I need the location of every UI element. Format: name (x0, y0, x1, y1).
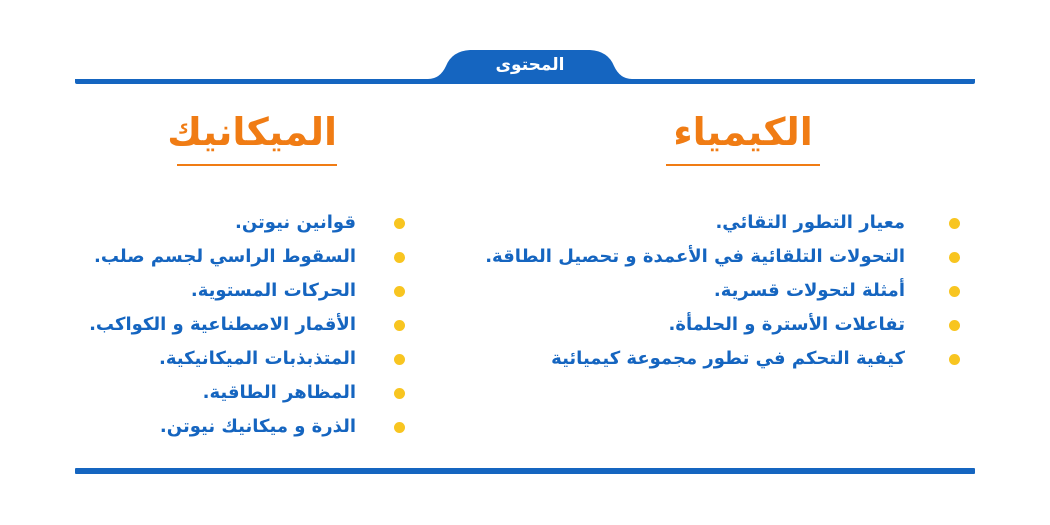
page-title: المحتوى (495, 55, 565, 75)
list-item (89, 240, 405, 274)
dot-bullet-icon (394, 422, 405, 433)
list-item-label: التحولات التلقائية في الأعمدة و تحصيل الطاقة. (485, 246, 905, 267)
list-item-label: الأقمار الاصطناعية و الكواكب. (89, 314, 356, 335)
dot-bullet-icon (394, 388, 405, 399)
dot-bullet-icon (949, 218, 960, 229)
list-item (485, 206, 960, 240)
mechanics-column (89, 104, 405, 437)
list-item-label: أمثلة لتحولات قسرية. (713, 280, 905, 301)
dot-bullet-icon (394, 286, 405, 297)
list-item (89, 206, 405, 240)
list-item (89, 410, 405, 444)
list-item (485, 274, 960, 308)
dot-bullet-icon (949, 252, 960, 263)
dot-bullet-icon (949, 320, 960, 331)
list-item (89, 376, 405, 410)
list-item (485, 240, 960, 274)
chemistry-topic-list (485, 206, 960, 376)
mechanics-topic-list (89, 206, 405, 444)
dot-bullet-icon (394, 320, 405, 331)
list-item-label: قوانين نيوتن. (235, 212, 356, 233)
list-item-label: الذرة و ميكانيك نيوتن. (159, 416, 356, 437)
mechanics-title: الميكانيك (177, 104, 337, 166)
list-item-label: تفاعلات الأسترة و الحلمأة. (668, 314, 905, 335)
chemistry-column (485, 104, 960, 369)
list-item-label: كيفية التحكم في تطور مجموعة كيميائية (551, 348, 905, 369)
dot-bullet-icon (394, 218, 405, 229)
list-item-label: المظاهر الطاقية. (202, 382, 356, 403)
header-bar (0, 0, 1050, 100)
list-item (89, 308, 405, 342)
list-item (485, 342, 960, 376)
dot-bullet-icon (394, 252, 405, 263)
list-item (485, 308, 960, 342)
dot-bullet-icon (949, 354, 960, 365)
dot-bullet-icon (949, 286, 960, 297)
footer-divider (75, 468, 975, 474)
list-item (89, 342, 405, 376)
list-item (89, 274, 405, 308)
list-item-label: المتذبذبات الميكانيكية. (158, 348, 356, 369)
dot-bullet-icon (394, 354, 405, 365)
list-item-label: معيار التطور التقائي. (715, 212, 905, 233)
list-item-label: الحركات المستوية. (190, 280, 356, 301)
list-item-label: السقوط الراسي لجسم صلب. (94, 246, 356, 267)
chemistry-title: الكيمياء (666, 104, 820, 166)
